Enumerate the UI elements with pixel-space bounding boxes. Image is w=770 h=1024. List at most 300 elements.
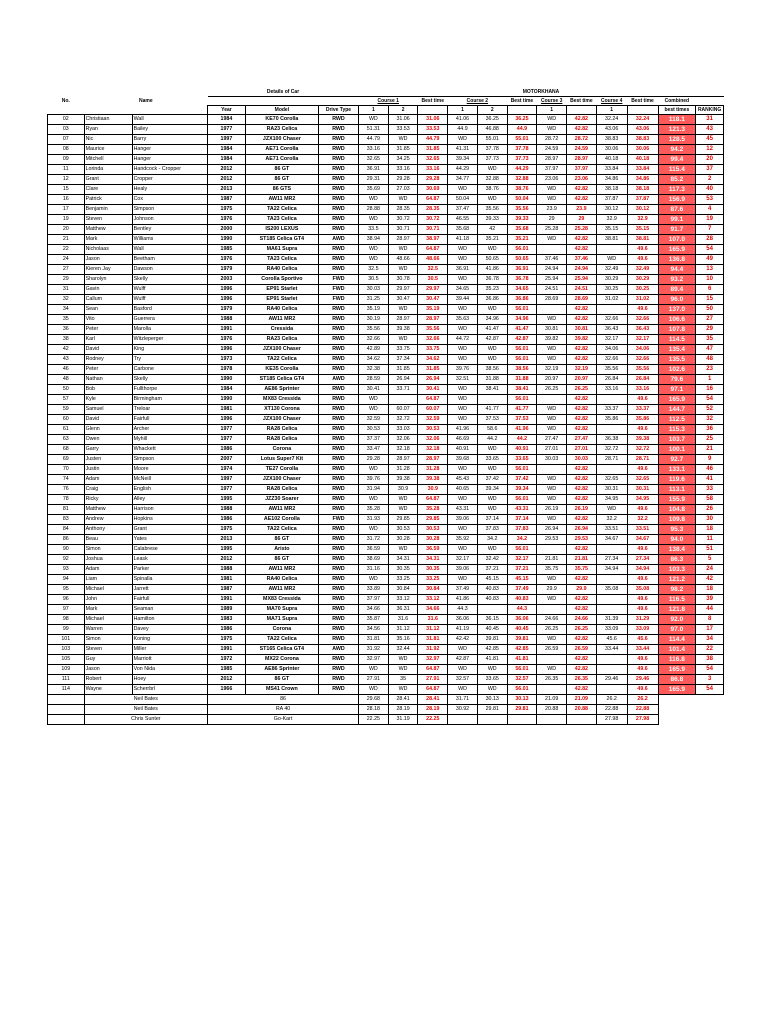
car-year-cell: 1987 — [208, 585, 246, 595]
car-model-cell: Corona — [245, 445, 318, 455]
course2-run1-cell: 37.47 — [448, 205, 478, 215]
course4-run1-cell: 30.25 — [596, 285, 627, 295]
course3-best-cell: 26.59 — [567, 645, 597, 655]
car-model-cell: TA22 Celica — [245, 355, 318, 365]
drive-type-cell: RWD — [318, 135, 358, 145]
ranking-cell: 29 — [696, 325, 724, 335]
course1-best-cell: 33.75 — [418, 345, 448, 355]
course1-best-cell: 64.87 — [418, 195, 448, 205]
combined-best-cell: 96.0 — [658, 295, 696, 305]
course2-run2-cell: 35.56 — [477, 205, 507, 215]
drive-type-cell: RWD — [318, 185, 358, 195]
course2-run2-cell: 46.88 — [477, 125, 507, 135]
course1-best-cell: 31.81 — [418, 635, 448, 645]
course1-best-cell: 30.53 — [418, 525, 448, 535]
motorkhana-results-table — [47, 88, 724, 725]
car-year-cell: 1987 — [208, 195, 246, 205]
course2-run2-cell: 36.25 — [477, 115, 507, 125]
table-row — [48, 405, 724, 415]
course2-run2-cell: 34.2 — [477, 535, 507, 545]
course2-run1-cell: WD — [448, 665, 478, 675]
course1-best-cell: 64.87 — [418, 495, 448, 505]
course3-best-cell: 24.94 — [567, 265, 597, 275]
entry-no-cell: 21 — [48, 235, 85, 245]
course2-run1-cell: 37.49 — [448, 585, 478, 595]
course4-best-cell: 36.43 — [627, 325, 658, 335]
guest-time-cell: 21.09 — [567, 695, 597, 705]
course2-best-cell: 37.73 — [507, 155, 537, 165]
course1-best-cell: 30.9 — [418, 485, 448, 495]
course2-run1-cell: 32.17 — [448, 555, 478, 565]
course3-run1-cell: WD — [537, 575, 567, 585]
course2-best-cell: 32.88 — [507, 175, 537, 185]
ranking-cell: 51 — [696, 545, 724, 555]
course1-best-cell: 35.19 — [418, 305, 448, 315]
course3-best-cell: 24.59 — [567, 145, 597, 155]
course2-best-cell: 41.81 — [507, 655, 537, 665]
course2-best-cell: 44.3 — [507, 605, 537, 615]
course3-best-cell: 42.82 — [567, 305, 597, 315]
course3-best-cell: 30.81 — [567, 325, 597, 335]
first-name-cell: Anthony — [84, 525, 132, 535]
course2-run2-cell: 36.15 — [477, 615, 507, 625]
course4-run1-cell: WD — [596, 255, 627, 265]
combined-best-cell: 135.5 — [658, 355, 696, 365]
course4-best-cell: 30.12 — [627, 205, 658, 215]
car-year-cell: 1995 — [208, 495, 246, 505]
course1-run1-cell: 31.94 — [359, 485, 389, 495]
course3-run1-cell: 26.25 — [537, 625, 567, 635]
course1-best-cell: 33.12 — [418, 595, 448, 605]
car-year-cell: 1988 — [208, 315, 246, 325]
course1-best-cell: 31.92 — [418, 645, 448, 655]
entry-no-cell: 61 — [48, 425, 85, 435]
guest-time-cell: 30.13 — [507, 695, 537, 705]
course3-run1-cell: WD — [537, 635, 567, 645]
entry-no-cell: 22 — [48, 245, 85, 255]
last-name-cell: Wulff — [132, 285, 207, 295]
combined-best-cell: 92.7 — [658, 455, 696, 465]
first-name-cell: Andrew — [84, 515, 132, 525]
course2-best-cell: 44.9 — [507, 125, 537, 135]
course2-run2-cell: 42.87 — [477, 335, 507, 345]
car-model-cell: 86 GT — [245, 675, 318, 685]
drive-type-cell: FWD — [318, 285, 358, 295]
last-name-cell: Jarrett — [132, 585, 207, 595]
course1-run2-cell: 32.06 — [388, 435, 418, 445]
course2-run2-cell: 36.78 — [477, 275, 507, 285]
course3-run1-cell: 24.94 — [537, 265, 567, 275]
combined-best-cell: 114.5 — [658, 335, 696, 345]
ranking-cell: 15 — [696, 295, 724, 305]
course4-best-cell: 30.25 — [627, 285, 658, 295]
course3-run1-cell: 24.51 — [537, 285, 567, 295]
course3-run1-cell: 30.81 — [537, 325, 567, 335]
combined-best-cell: 86.8 — [658, 675, 696, 685]
drive-type-cell: RWD — [318, 565, 358, 575]
last-name-cell: Simpson — [132, 205, 207, 215]
course3-best-cell: 42.82 — [567, 315, 597, 325]
ranking-cell: 45 — [696, 135, 724, 145]
combined-best-cell: 99.4 — [658, 155, 696, 165]
course2-run1-cell: 46.55 — [448, 215, 478, 225]
drive-type-cell: RWD — [318, 575, 358, 585]
course2-run1-cell: 39.34 — [448, 155, 478, 165]
car-model-cell: JZX100 Chaser — [245, 475, 318, 485]
car-year-cell: 2012 — [208, 555, 246, 565]
ranking-cell: 53 — [696, 195, 724, 205]
course4-run1-cell — [596, 605, 627, 615]
course3-best-cell: 29.53 — [567, 535, 597, 545]
course2-best-cell: 39.34 — [507, 485, 537, 495]
course2-run2-cell: 31.88 — [477, 375, 507, 385]
table-row — [48, 255, 724, 265]
first-name-cell: David — [84, 345, 132, 355]
guest-time-cell — [477, 715, 507, 725]
course4-best-cell: 33.51 — [627, 525, 658, 535]
course2-run2-cell: 37.83 — [477, 525, 507, 535]
course2-run2-cell: WD — [477, 305, 507, 315]
car-year-cell: 1990 — [208, 375, 246, 385]
first-name-cell: Rodney — [84, 355, 132, 365]
course3-best-cell: 21.81 — [567, 555, 597, 565]
course1-run1-cell: 33.5 — [359, 225, 389, 235]
course4-best-cell: 32.66 — [627, 355, 658, 365]
guest-time-cell: 28.41 — [388, 695, 418, 705]
drive-type-cell: RWD — [318, 675, 358, 685]
course1-run2-cell: 28.97 — [388, 455, 418, 465]
course4-run1-cell: 33.84 — [596, 165, 627, 175]
table-row — [48, 215, 724, 225]
car-year-cell: 1997 — [208, 475, 246, 485]
course4-best-cell: 49.6 — [627, 605, 658, 615]
course3-run1-cell: 26.59 — [537, 645, 567, 655]
course4-best-cell: 45.6 — [627, 635, 658, 645]
guest-name-cell: Neil Bates — [84, 695, 207, 705]
table-row — [48, 165, 724, 175]
course2-run2-cell — [477, 395, 507, 405]
car-year-cell: 1986 — [208, 625, 246, 635]
course2-run2-cell: WD — [477, 545, 507, 555]
course1-run1-cell: 35.28 — [359, 505, 389, 515]
last-name-cell: Spinalla — [132, 575, 207, 585]
drive-type-cell: RWD — [318, 615, 358, 625]
combined-best-cell: 98.2 — [658, 585, 696, 595]
course3-run1-cell: WD — [537, 115, 567, 125]
course3-run1-cell: WD — [537, 515, 567, 525]
course1-run2-cell: WD — [388, 685, 418, 695]
entry-no-cell: 17 — [48, 205, 85, 215]
course4-best-cell: 38.83 — [627, 135, 658, 145]
course4-run1-cell — [596, 395, 627, 405]
course4-run1-cell: 38.83 — [596, 135, 627, 145]
car-year-cell: 2000 — [208, 225, 246, 235]
ranking-cell: 54 — [696, 245, 724, 255]
course2-run1-cell: 39.06 — [448, 565, 478, 575]
course3-run1-cell: 28.69 — [537, 295, 567, 305]
course3-run1-cell: WD — [537, 595, 567, 605]
car-year-cell: 2013 — [208, 185, 246, 195]
first-name-cell: Karl — [84, 335, 132, 345]
course1-run1-cell: 34.66 — [359, 605, 389, 615]
car-model-cell: RA40 Celica — [245, 265, 318, 275]
last-name-cell: Seaman — [132, 605, 207, 615]
ranking-cell: 13 — [696, 265, 724, 275]
course1-run1-cell: WD — [359, 465, 389, 475]
drive-type-cell: RWD — [318, 605, 358, 615]
entry-no-cell: 08 — [48, 145, 85, 155]
car-model-cell: JZX100 Chaser — [245, 345, 318, 355]
last-name-cell: Beetham — [132, 255, 207, 265]
course1-run1-cell: 31.81 — [359, 635, 389, 645]
car-model-cell: AW11 MR2 — [245, 195, 318, 205]
ranking-cell: 7 — [696, 225, 724, 235]
course2-run2-cell: 37.78 — [477, 145, 507, 155]
table-row — [48, 565, 724, 575]
first-name-cell: Justin — [84, 465, 132, 475]
last-name-cell: Parker — [132, 565, 207, 575]
car-model-cell: AW11 MR2 — [245, 505, 318, 515]
car-model-cell: 86 GT — [245, 165, 318, 175]
course4-run1-cell: 33.37 — [596, 405, 627, 415]
entry-no-cell: 48 — [48, 375, 85, 385]
course1-best-cell: 30.35 — [418, 565, 448, 575]
course4-best-cell: 34.67 — [627, 535, 658, 545]
entry-no-cell: 43 — [48, 355, 85, 365]
table-row — [48, 305, 724, 315]
entry-no-cell: 83 — [48, 515, 85, 525]
table-row — [48, 315, 724, 325]
blank-cell — [48, 715, 85, 725]
course2-best-cell: 35.56 — [507, 205, 537, 215]
course1-run2-cell: 48.66 — [388, 255, 418, 265]
first-name-cell: Jason — [84, 255, 132, 265]
course1-run1-cell: 36.59 — [359, 545, 389, 555]
entry-no-cell: 97 — [48, 605, 85, 615]
ranking-cell: 9 — [696, 455, 724, 465]
car-year-cell: 2012 — [208, 675, 246, 685]
car-model-cell: IS200 LEXUS — [245, 225, 318, 235]
course1-run1-cell: 28.88 — [359, 205, 389, 215]
course2-run1-cell: WD — [448, 545, 478, 555]
ranking-cell: 4 — [696, 205, 724, 215]
last-name-cell: Skelly — [132, 275, 207, 285]
course4-best-cell: 32.65 — [627, 475, 658, 485]
combined-header: Combined — [664, 98, 690, 104]
car-model-cell: MX22 Corona — [245, 655, 318, 665]
course2-run1-cell: 45.43 — [448, 475, 478, 485]
last-name-cell: Alley — [132, 495, 207, 505]
ranking-cell: 32 — [696, 415, 724, 425]
course2-run1-cell: 36.91 — [448, 265, 478, 275]
car-year-cell: 1996 — [208, 415, 246, 425]
course2-best-cell: 56.01 — [507, 495, 537, 505]
first-name-cell: Peter — [84, 325, 132, 335]
guest-time-cell — [507, 715, 537, 725]
course3-run1-cell: 37.97 — [537, 165, 567, 175]
car-year-cell: 2003 — [208, 275, 246, 285]
course3-run1-cell: 28.72 — [537, 135, 567, 145]
car-model-cell: EP91 Starlet — [245, 295, 318, 305]
combined-best-cell: 165.9 — [658, 245, 696, 255]
course2-best-cell: 56.01 — [507, 685, 537, 695]
course1-run2-cell: 34.25 — [388, 155, 418, 165]
course3-run1-cell: WD — [537, 195, 567, 205]
car-year-cell: 1977 — [208, 425, 246, 435]
course1-best-cell: 33.16 — [418, 165, 448, 175]
table-row — [48, 425, 724, 435]
first-name-cell: Vito — [84, 315, 132, 325]
table-row — [48, 685, 724, 695]
course1-run2-cell: 29.85 — [388, 515, 418, 525]
course1-run2-cell: WD — [388, 195, 418, 205]
course3-run1-cell: 23.06 — [537, 175, 567, 185]
course1-run2-cell: 31.06 — [388, 115, 418, 125]
best-times-header: best times — [658, 106, 696, 115]
entry-no-cell: 16 — [48, 195, 85, 205]
combined-best-cell: 115.4 — [658, 165, 696, 175]
car-model-cell: TA23 Celica — [245, 215, 318, 225]
entry-no-cell: 60 — [48, 415, 85, 425]
ranking-cell: 26 — [696, 505, 724, 515]
entry-no-cell: 95 — [48, 585, 85, 595]
course4-best-cell: 49.6 — [627, 255, 658, 265]
ranking-cell: 35 — [696, 335, 724, 345]
course3-run1-cell — [537, 545, 567, 555]
course3-best-cell: 26.25 — [567, 385, 597, 395]
table-row — [48, 135, 724, 145]
course4-run1-cell: 34.95 — [596, 495, 627, 505]
course3-run1-cell: WD — [537, 235, 567, 245]
ranking-cell: 21 — [696, 445, 724, 455]
drive-type-cell: RWD — [318, 245, 358, 255]
guest-row — [48, 695, 724, 705]
car-year-cell: 1986 — [208, 515, 246, 525]
course2-run2-cell: WD — [477, 355, 507, 365]
table-row — [48, 495, 724, 505]
combined-best-cell: 94.2 — [658, 145, 696, 155]
table-row — [48, 615, 724, 625]
ranking-cell: 16 — [696, 385, 724, 395]
car-year-cell: 1991 — [208, 645, 246, 655]
ranking-cell: 22 — [696, 645, 724, 655]
first-name-cell: Samuel — [84, 405, 132, 415]
course2-run1-cell: 41.19 — [448, 625, 478, 635]
car-year-cell: 1981 — [208, 575, 246, 585]
guest-time-cell: 22.25 — [359, 715, 389, 725]
drive-type-cell: RWD — [318, 445, 358, 455]
table-row — [48, 655, 724, 665]
course4-best-cell: 33.16 — [627, 385, 658, 395]
course1-run1-cell: WD — [359, 245, 389, 255]
course2-run1-cell: WD — [448, 685, 478, 695]
last-name-cell: Cropper — [132, 175, 207, 185]
course1-run2-cell: 31.12 — [388, 625, 418, 635]
drive-type-cell: RWD — [318, 625, 358, 635]
car-year-cell: 1977 — [208, 125, 246, 135]
car-model-cell: TA23 Celica — [245, 255, 318, 265]
table-row — [48, 535, 724, 545]
course2-run2-cell: WD — [477, 345, 507, 355]
last-name-cell: Try — [132, 355, 207, 365]
combined-best-cell: 121.8 — [658, 605, 696, 615]
guest-time-cell: 28.19 — [418, 705, 448, 715]
first-name-cell: Steven — [84, 645, 132, 655]
table-row — [48, 395, 724, 405]
course1-run1-cell: 34.56 — [359, 625, 389, 635]
course2-run1-cell: 42.42 — [448, 635, 478, 645]
guest-time-cell: 31.19 — [388, 715, 418, 725]
course4-best-header: Best time — [631, 98, 654, 104]
first-name-cell: Adam — [84, 565, 132, 575]
course3-best-cell: 42.82 — [567, 235, 597, 245]
table-row — [48, 435, 724, 445]
entry-no-cell: 38 — [48, 335, 85, 345]
table-row — [48, 335, 724, 345]
course3-best-cell: 37.46 — [567, 255, 597, 265]
course2-best-cell: 40.83 — [507, 595, 537, 605]
course4-best-cell: 33.09 — [627, 625, 658, 635]
course1-run2-cell: 37.34 — [388, 355, 418, 365]
course4-best-cell: 40.18 — [627, 155, 658, 165]
last-name-cell: Moore — [132, 465, 207, 475]
course1-best-cell: 31.85 — [418, 365, 448, 375]
course4-best-cell: 37.87 — [627, 195, 658, 205]
course2-best-cell: 40.91 — [507, 445, 537, 455]
first-name-cell: Nic — [84, 135, 132, 145]
course1-header: Course 1 — [377, 98, 399, 104]
course3-run1-header: 1 — [537, 106, 567, 115]
course3-best-cell: 42.82 — [567, 195, 597, 205]
last-name-cell: Williams — [132, 235, 207, 245]
course1-run2-cell: 35.16 — [388, 635, 418, 645]
last-name-cell: Skelly — [132, 375, 207, 385]
car-year-cell: 1996 — [208, 285, 246, 295]
ranking-cell: 3 — [696, 675, 724, 685]
course2-best-cell: 56.01 — [507, 465, 537, 475]
table-row — [48, 125, 724, 135]
entry-no-cell: 81 — [48, 505, 85, 515]
course4-run1-cell: 32.24 — [596, 115, 627, 125]
course4-run1-cell: 38.18 — [596, 185, 627, 195]
course1-best-cell: 34.66 — [418, 605, 448, 615]
course2-run1-cell: WD — [448, 345, 478, 355]
combined-best-cell: 133.1 — [658, 465, 696, 475]
ranking-cell: 27 — [696, 315, 724, 325]
car-year-cell: 1984 — [208, 155, 246, 165]
course3-run1-cell: 25.94 — [537, 275, 567, 285]
ranking-cell: 58 — [696, 495, 724, 505]
course2-run1-cell: 50.04 — [448, 195, 478, 205]
course2-run1-cell: 44.29 — [448, 165, 478, 175]
car-model-cell: AE102 Corolla — [245, 515, 318, 525]
combined-best-cell: 95.3 — [658, 525, 696, 535]
course3-run1-cell: WD — [537, 125, 567, 135]
course1-run1-cell: 32.38 — [359, 365, 389, 375]
course2-run1-cell: 39.76 — [448, 365, 478, 375]
course1-run2-cell: WD — [388, 505, 418, 515]
entry-no-cell: 02 — [48, 115, 85, 125]
car-model-cell: MA71 Supra — [245, 615, 318, 625]
guest-car-cell: Go-Kart — [208, 715, 359, 725]
course4-best-cell: 29.46 — [627, 675, 658, 685]
course2-run1-cell: WD — [448, 495, 478, 505]
entry-no-cell: 09 — [48, 155, 85, 165]
course1-run2-cell: 33.16 — [388, 165, 418, 175]
drive-type-cell: RWD — [318, 315, 358, 325]
course2-run1-cell: WD — [448, 385, 478, 395]
drive-type-cell: RWD — [318, 585, 358, 595]
